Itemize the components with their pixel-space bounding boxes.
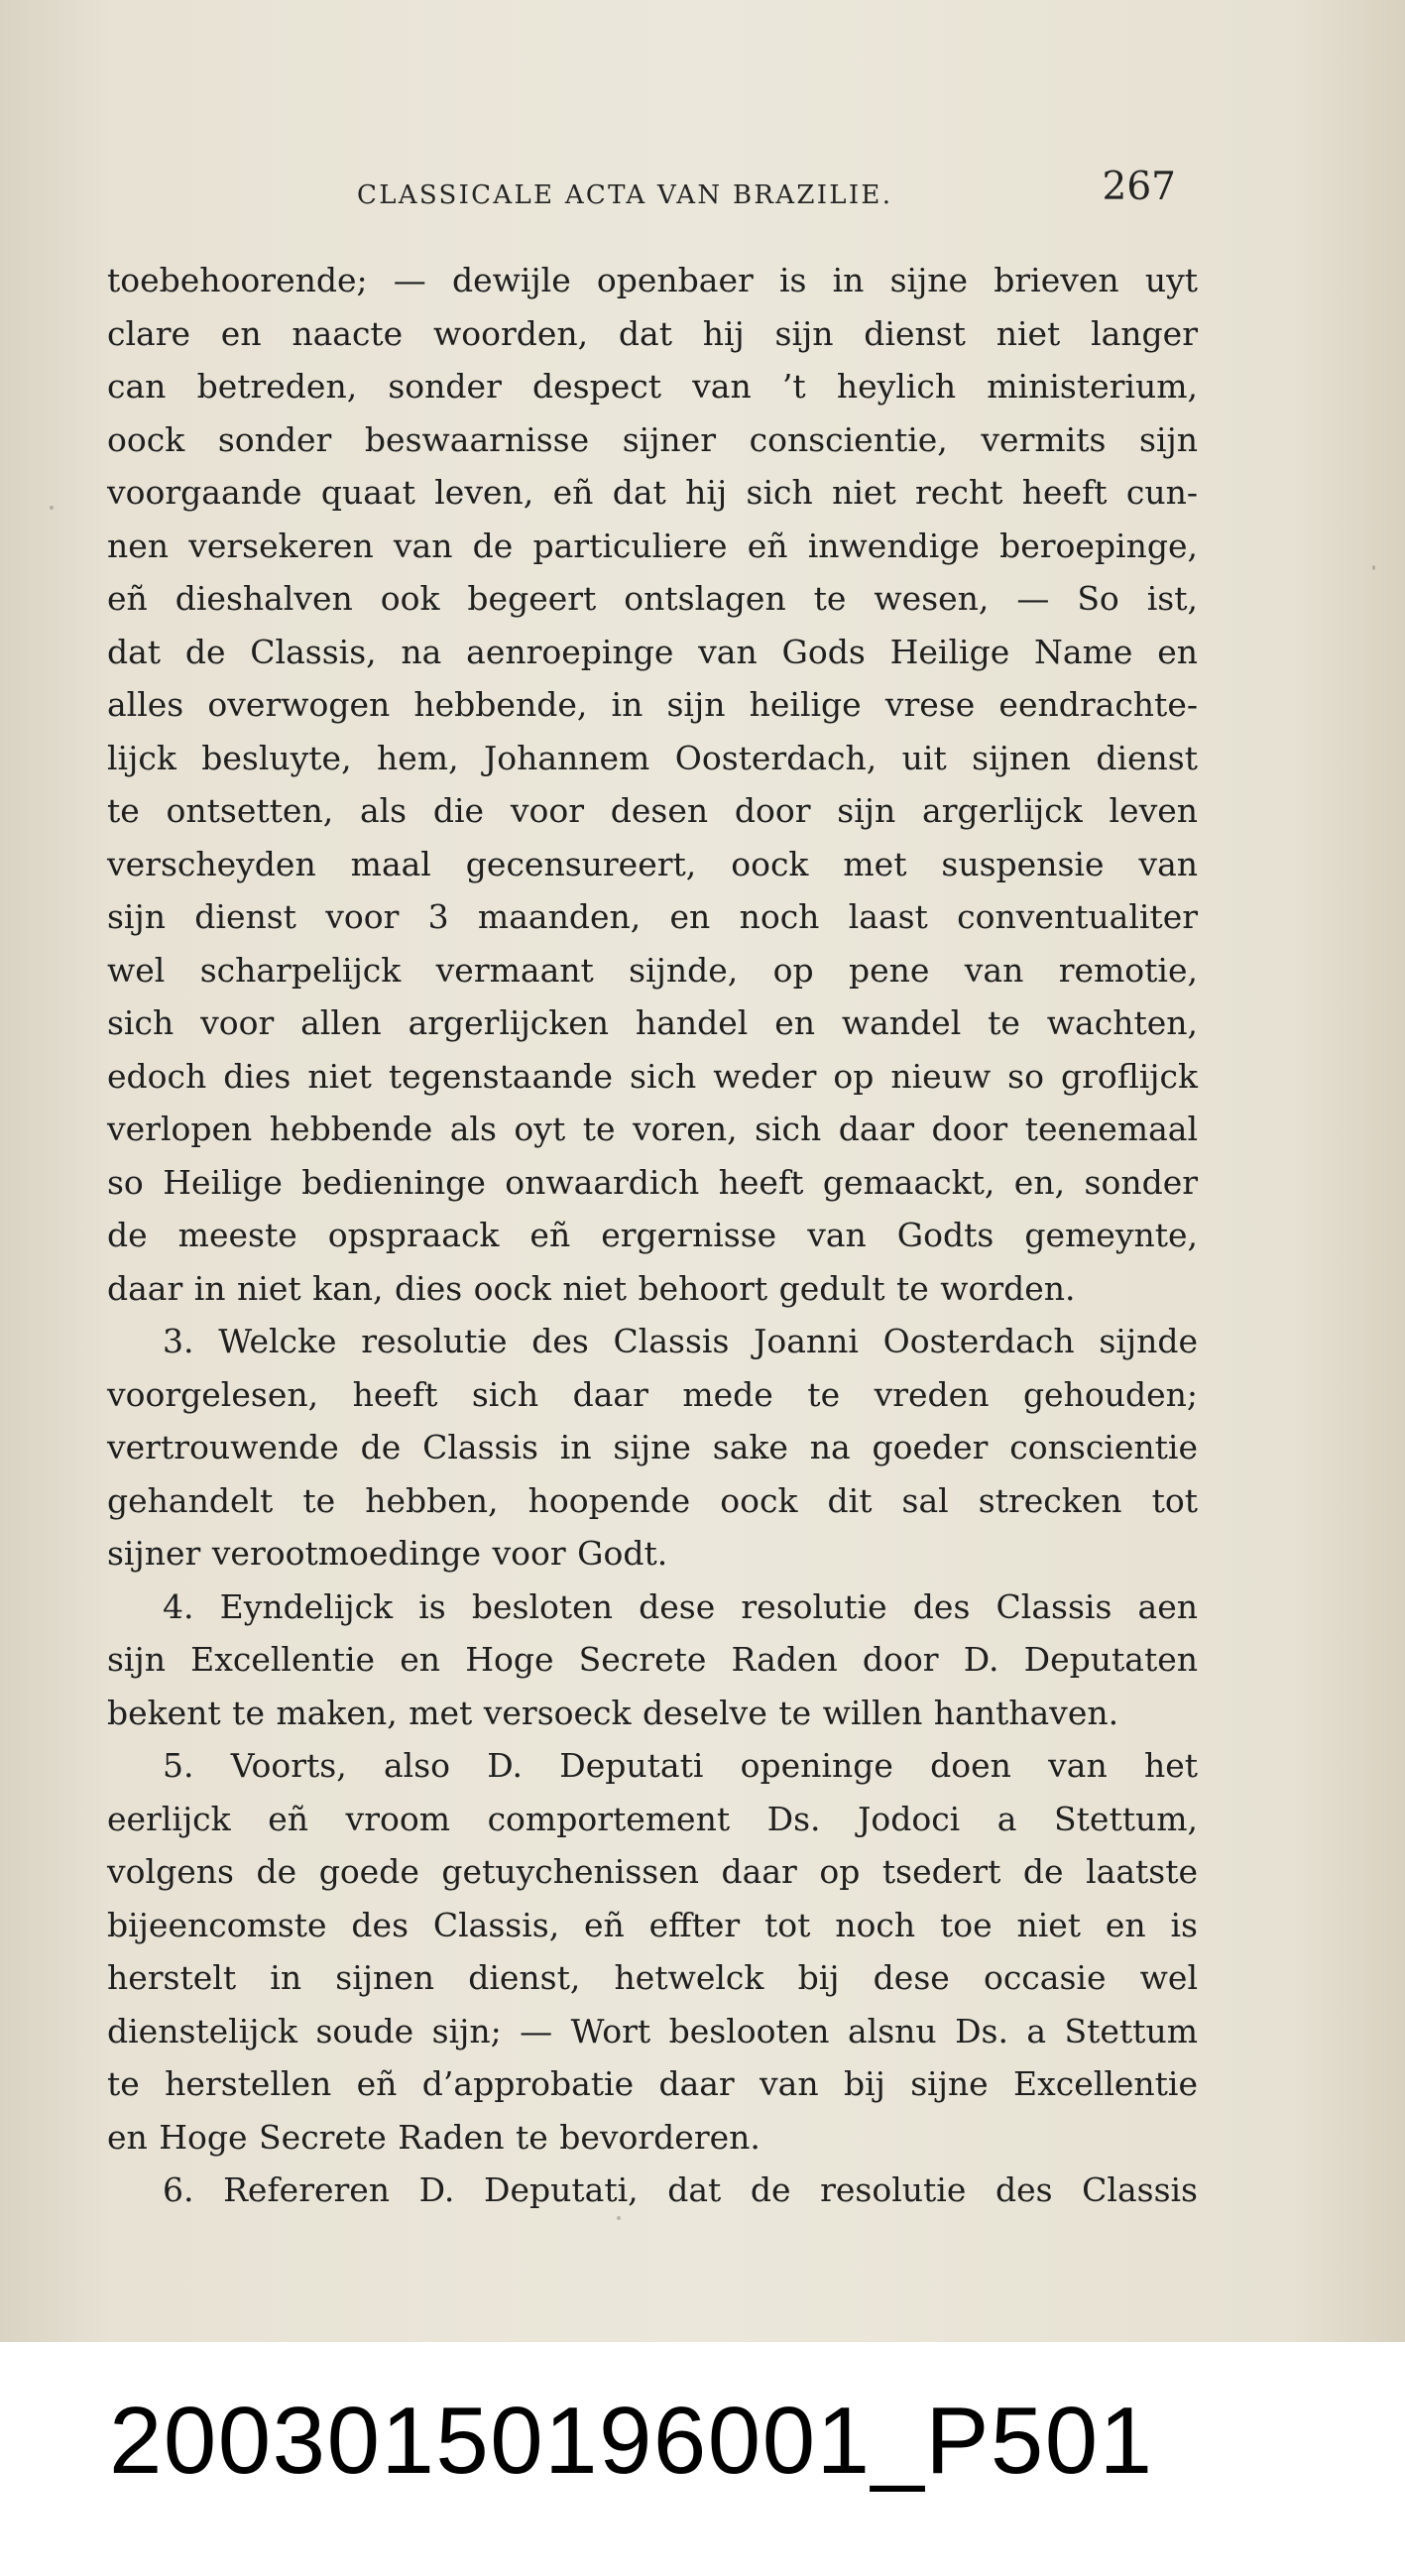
page-header (327, 149, 1176, 218)
text-line: toebehoorende; — dewijle openbaer is in sijne brieven uyt (107, 261, 1198, 299)
text-line: voorgelesen, heeft sich daar mede te vreden gehouden; (107, 1374, 1198, 1414)
text-line: daar in niet kan, dies oock niet behoort gedult te worden. (107, 1268, 1076, 1308)
text-line: clare en naacte woorden, dat hij sijn dienst niet langer (107, 313, 1198, 353)
text-line: sijner verootmoedinge voor Godt. (107, 1534, 668, 1573)
page-number: 267 (1102, 165, 1176, 209)
text-line: volgens de goede getuychenissen daar op tsedert de laatste (107, 1852, 1198, 1891)
text-line: can betreden, sonder despect van ’t heylich ministerium, (107, 367, 1198, 406)
text-line: verscheyden maal gecensureert, oock met suspensie van (107, 844, 1198, 883)
paper-speck (50, 506, 54, 510)
text-line: te ontsetten, als die voor desen door sijn argerlijck leven (107, 791, 1198, 830)
text-line: sijn dienst voor 3 maanden, en noch laast conventualiter (107, 897, 1198, 936)
text-line: sich voor allen argerlijcken handel en wandel te wachten, (107, 1003, 1198, 1042)
text-line: nen versekeren van de particuliere eñ inwendige beroepinge, (107, 526, 1198, 565)
running-title: CLASSICALE ACTA VAN BRAZILIE. (357, 180, 893, 210)
text-line: dat de Classis, na aenroepinge van Gods Heilige Name en (107, 632, 1198, 671)
text-line: herstelt in sijnen dienst, hetwelck bij dese occasie wel (107, 1958, 1198, 1997)
text-line: gehandelt te hebben, hoopende oock dit sal strecken tot (107, 1480, 1198, 1520)
text-line: verlopen hebbende als oyt te voren, sich daar door teenemaal (107, 1110, 1198, 1148)
text-line: wel scharpelijck vermaant sijnde, op pene van remotie, (107, 950, 1198, 990)
text-line: 6. Refereren D. Deputati, dat de resolutie des Classis (163, 2170, 1198, 2209)
text-line: eerlijck eñ vroom comportement Ds. Jodoci a Stettum, (107, 1799, 1198, 1838)
body-text (107, 254, 1198, 2217)
text-line: te herstellen eñ d’approbatie daar van bij sijne Excellentie (107, 2064, 1198, 2103)
text-line: bijeencomste des Classis, eñ effter tot noch toe niet en is (107, 1905, 1198, 1944)
text-line: eñ dieshalven ook begeert ontslagen te wesen, — So ist, (107, 579, 1198, 618)
text-line: so Heilige bedieninge onwaardich heeft gemaackt, en, sonder (107, 1162, 1198, 1202)
text-line: en Hoge Secrete Raden te bevorderen. (107, 2117, 761, 2157)
text-line: 5. Voorts, also D. Deputati openinge doen van het (163, 1746, 1198, 1785)
text-line: vertrouwende de Classis in sijne sake na goeder conscientie (107, 1428, 1198, 1466)
text-line: lijck besluyte, hem, Johannem Oosterdach, uit sijnen dienst (107, 738, 1198, 777)
text-line: sijn Excellentie en Hoge Secrete Raden door D. Deputaten (107, 1640, 1198, 1679)
text-line: voorgaande quaat leven, eñ dat hij sich niet recht heeft cun- (107, 473, 1198, 512)
text-line: oock sonder beswaarnisse sijner conscientie, vermits sijn (107, 419, 1198, 459)
paper-speck (617, 2216, 621, 2220)
text-line: 3. Welcke resolutie des Classis Joanni Oosterdach sijnde (163, 1322, 1198, 1360)
text-line: dienstelijck soude sijn; — Wort beslooten alsnu Ds. a Stettum (107, 2011, 1198, 2050)
text-line: 4. Eyndelijck is besloten dese resolutie des Classis aen (163, 1586, 1198, 1626)
scan-id: 20030150196001_P501 (109, 2388, 1154, 2494)
text-line: alles overwogen hebbende, in sijn heilige vrese eendrachte- (107, 685, 1198, 724)
text-line: bekent te maken, met versoeck deselve te willen hanthaven. (107, 1693, 1119, 1732)
text-line: de meeste opspraack eñ ergernisse van Godts gemeynte, (107, 1216, 1198, 1254)
paper-speck (1372, 565, 1375, 570)
text-line: edoch dies niet tegenstaande sich weder op nieuw so groflijck (107, 1056, 1198, 1096)
scan-id-label (0, 2342, 1405, 2576)
